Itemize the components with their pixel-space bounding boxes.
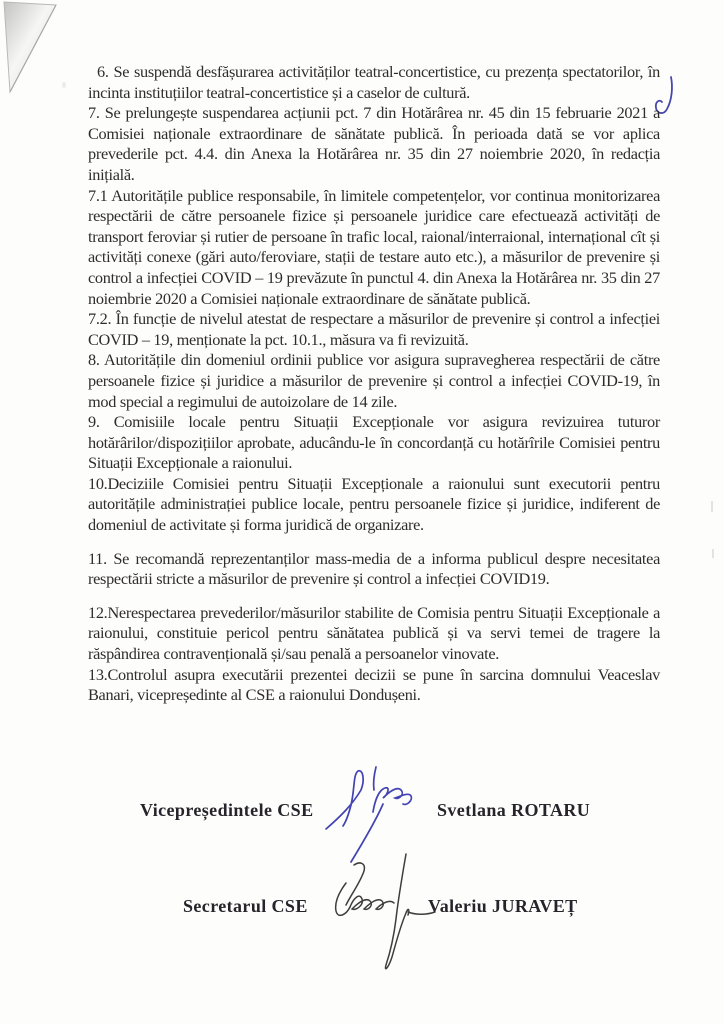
scan-edge-mark (712, 549, 714, 558)
paragraph-9: 9. Comisiile locale pentru Situații Excepționale vor asigura revizuirea tuturor hotărârilor/dispozițiilor aprobate, aducându-le în concordanță cu hotărîrile Comisiei pentru Situații Excepționale a raionului. (88, 412, 660, 473)
paragraph-11: 11. Se recomandă reprezentanților mass-media de a informa publicul despre necesitatea respectării stricte a măsurilor de prevenire și control a infecției COVID19. (88, 548, 660, 589)
signatory-name: Valeriu JURAVEȚ (428, 896, 578, 916)
signature-row-secretary (0, 893, 724, 1003)
paragraph-12: 12.Nerespectarea prevederilor/măsurilor stabilite de Comisia pentru Situații Excepționale a raionului, constituie pericol pentru sănătatea publică și va servi temei de tragere la răspândirea contravențională și/sau penală a persoanelor vinovate. (88, 602, 660, 664)
paragraph-10: 10.Deciziile Comisiei pentru Situații Excepționale a raionului sunt executorii pentru autoritățile administrației publice locale, pentru persoanele fizice și juridice, indiferent de domeniul de activitate și forma juridică de organizare. (88, 473, 660, 535)
paragraph-7: 7. Se prelungește suspendarea acțiunii pct. 7 din Hotărârea nr. 45 din 15 februarie 2021 a Comisiei naționale extraordinare de sănătate publică. În perioada dată se vor aplica prevederile pct. 4.4. din Anexa la Hotărârea nr. 35 din 27 noiembrie 2020, în redacția inițială. (88, 103, 660, 184)
signature-role-label: Vicepreședintele CSE (140, 800, 314, 820)
scan-edge-mark (711, 501, 713, 512)
paragraph-7-1: 7.1 Autoritățile publice responsabile, în limitele competențelor, vor continua monitorizarea respectării de către persoanele fizice și persoanele juridice care efectuează activități de transport feroviar și rutier de persoane în trafic local, raional/interraional, internațional cît și activități conexe (gări auto/feroviare, stații de testare auto etc.), a măsurilor de prevenire și control a infecției COVID – 19 prevăzute în punctul 4. din Anexa la Hotărârea nr. 35 din 27 noiembrie 2020 a Comisiei naționale extraordinare de sănătate publică. (88, 185, 660, 308)
paragraph-13: 13.Controlul asupra executării prezentei decizii se pune în sarcina domnului Veaceslav Banari, vicepreședinte al CSE a raionului Dondușeni. (88, 664, 660, 705)
folded-corner-artifact (0, 0, 70, 100)
document-body (88, 62, 660, 706)
scan-speck-artifact (62, 82, 66, 88)
paragraph-7-2: 7.2. În funcție de nivelul atestat de respectare a măsurilor de prevenire și control a infecției COVID – 19, menționate la pct. 10.1., măsura va fi revizuită. (88, 309, 660, 349)
paragraph-8: 8. Autoritățile din domeniul ordinii publice vor asigura supravegherea respectării de către persoanele fizice și juridice a măsurilor de prevenire și control a infecției COVID-19, în mod special a regimului de autoizolare de 14 zile. (88, 350, 660, 411)
signature-juravet-ink-icon (308, 851, 448, 986)
signature-role-label: Secretarul CSE (183, 896, 308, 916)
signatory-name: Svetlana ROTARU (437, 800, 591, 820)
paragraph-6: 6. Se suspendă desfășurarea activităților teatral-concertistice, cu prezența spectatorilor, în incinta instituțiilor teatral-concertistice și a caselor de cultură. (88, 62, 660, 102)
